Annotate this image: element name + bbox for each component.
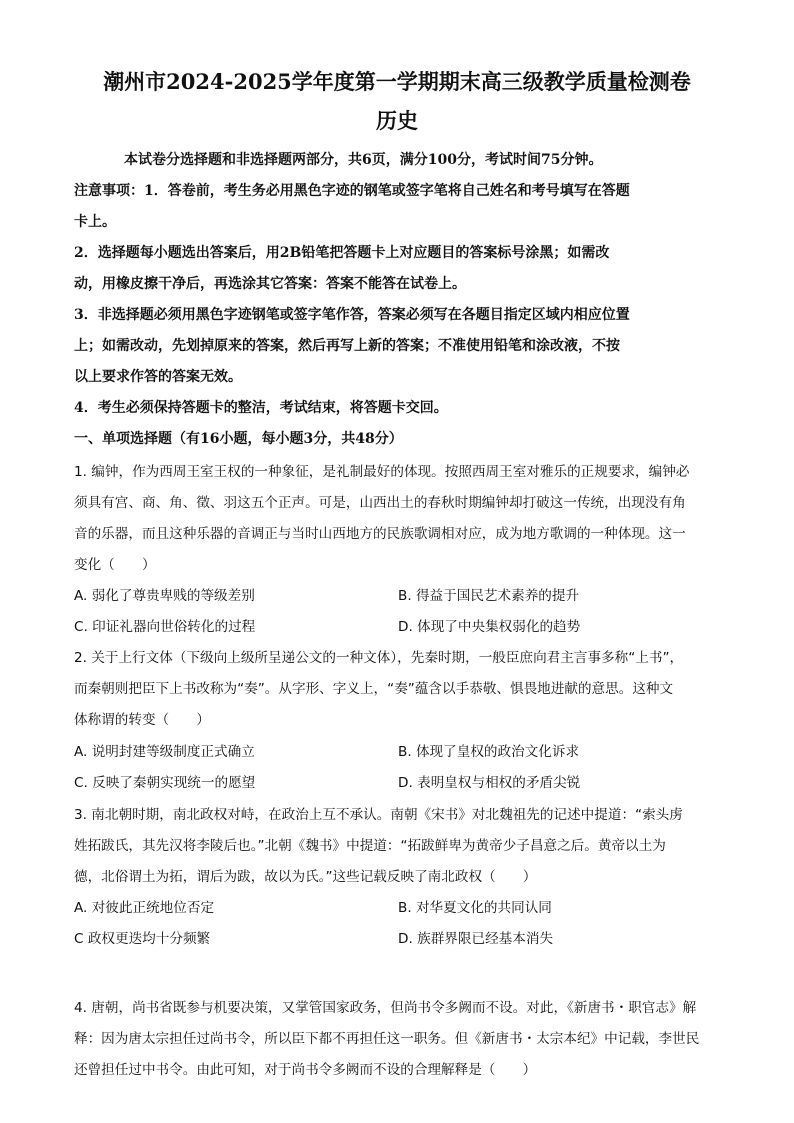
option-b: B. 对华夏文化的共同认同 [398,900,552,916]
note-line: 注意事项：1．答卷前，考生务必用黑色字迹的钢笔或签字笔将自己姓名和考号填写在答题 [74,183,630,199]
subject-title: 历史 [376,108,418,133]
exam-title: 潮州市2024-2025学年度第一学期期末高三级教学质量检测卷 [103,69,691,94]
option-c: C 政权更迭均十分频繁 [74,931,211,947]
question-stem-line: 变化（ ） [74,557,156,573]
option-a: A. 对彼此正统地位否定 [74,900,215,916]
option-b: B. 体现了皇权的政治文化诉求 [398,744,580,760]
question-stem-line: 须具有宫、商、角、徵、羽这五个正声。可是，山西出土的春秋时期编钟却打破这一传统，出现没有角 [74,495,686,511]
note-line: 2．选择题每小题选出答案后，用2B铅笔把答题卡上对应题目的答案标号涂黑；如需改 [74,245,610,261]
section-title: 一、单项选择题（有16小题，每小题3分，共48分） [74,431,403,447]
note-line: 动，用橡皮擦干净后，再选涂其它答案：答案不能答在试卷上。 [74,276,466,292]
note-line: 以上要求作答的答案无效。 [74,369,242,385]
option-d: D. 族群界限已经基本消失 [398,931,554,947]
question-stem-line: 姓拓跋氏，其先汉将李陵后也。”北朝《魏书》中提道：“拓跋鲜卑为黄帝少子昌意之后。黄帝以土为 [74,838,666,854]
option-d: D. 表明皇权与相权的矛盾尖锐 [398,775,581,791]
question-stem-line: 1. 编钟，作为西周王室王权的一种象征，是礼制最好的体现。按照西周王室对雅乐的正规要求，编钟必 [74,464,690,480]
question-stem-line: 3. 南北朝时期，南北政权对峙，在政治上互不承认。南朝《宋书》对北魏祖先的记述中提道：“索头虏 [74,807,683,823]
question-stem-line: 2. 关于上行文体（下级向上级所呈递公文的一种文体），先秦时期，一般臣庶向君主言事多称“上书”， [74,650,684,666]
note-line: 卡上。 [74,214,116,230]
option-a: A. 弱化了尊贵卑贱的等级差别 [74,588,255,604]
question-stem-line: 释：因为唐太宗担任过尚书令，所以臣下都不再担任这一职务。但《新唐书・太宗本纪》中记载，李世民 [74,1031,700,1047]
question-stem-line: 音的乐器，而且这种乐器的音调正与当时山西地方的民族歌调相对应，成为地方歌调的一种体现。这一 [74,526,686,542]
note-line: 4．考生必须保持答题卡的整洁，考试结束，将答题卡交回。 [74,400,448,416]
question-stem-line: 德，北俗谓土为拓，谓后为跋，故以为氏。”这些记载反映了南北政权（ ） [74,869,537,885]
question-stem-line: 而秦朝则把臣下上书改称为“奏”。从字形、字义上，“奏”蕴含以手恭敬、惧畏地进献的意思。这种文 [74,681,674,697]
option-d: D. 体现了中央集权弱化的趋势 [398,619,581,635]
question-stem-line: 体称谓的转变（ ） [74,712,210,728]
option-c: C. 反映了秦朝实现统一的愿望 [74,775,256,791]
option-b: B. 得益于国民艺术素养的提升 [398,588,580,604]
question-stem-line: 4. 唐朝，尚书省既参与机要决策，又掌管国家政务，但尚书令多阙而不设。对此，《新唐书・职官志》解 [74,1000,697,1016]
option-c: C. 印证礼器向世俗转化的过程 [74,619,256,635]
option-a: A. 说明封建等级制度正式确立 [74,744,255,760]
note-line: 3．非选择题必须用黑色字迹钢笔或签字笔作答，答案必须写在各题目指定区域内相应位置 [74,307,630,323]
note-line: 上；如需改动，先划掉原来的答案，然后再写上新的答案；不准使用铅笔和涂改液，不按 [74,338,620,354]
exam-intro: 本试卷分选择题和非选择题两部分，共6页，满分100分，考试时间75分钟。 [124,152,603,168]
question-stem-line: 还曾担任过中书令。由此可知，对于尚书令多阙而不设的合理解释是（ ） [74,1062,537,1078]
